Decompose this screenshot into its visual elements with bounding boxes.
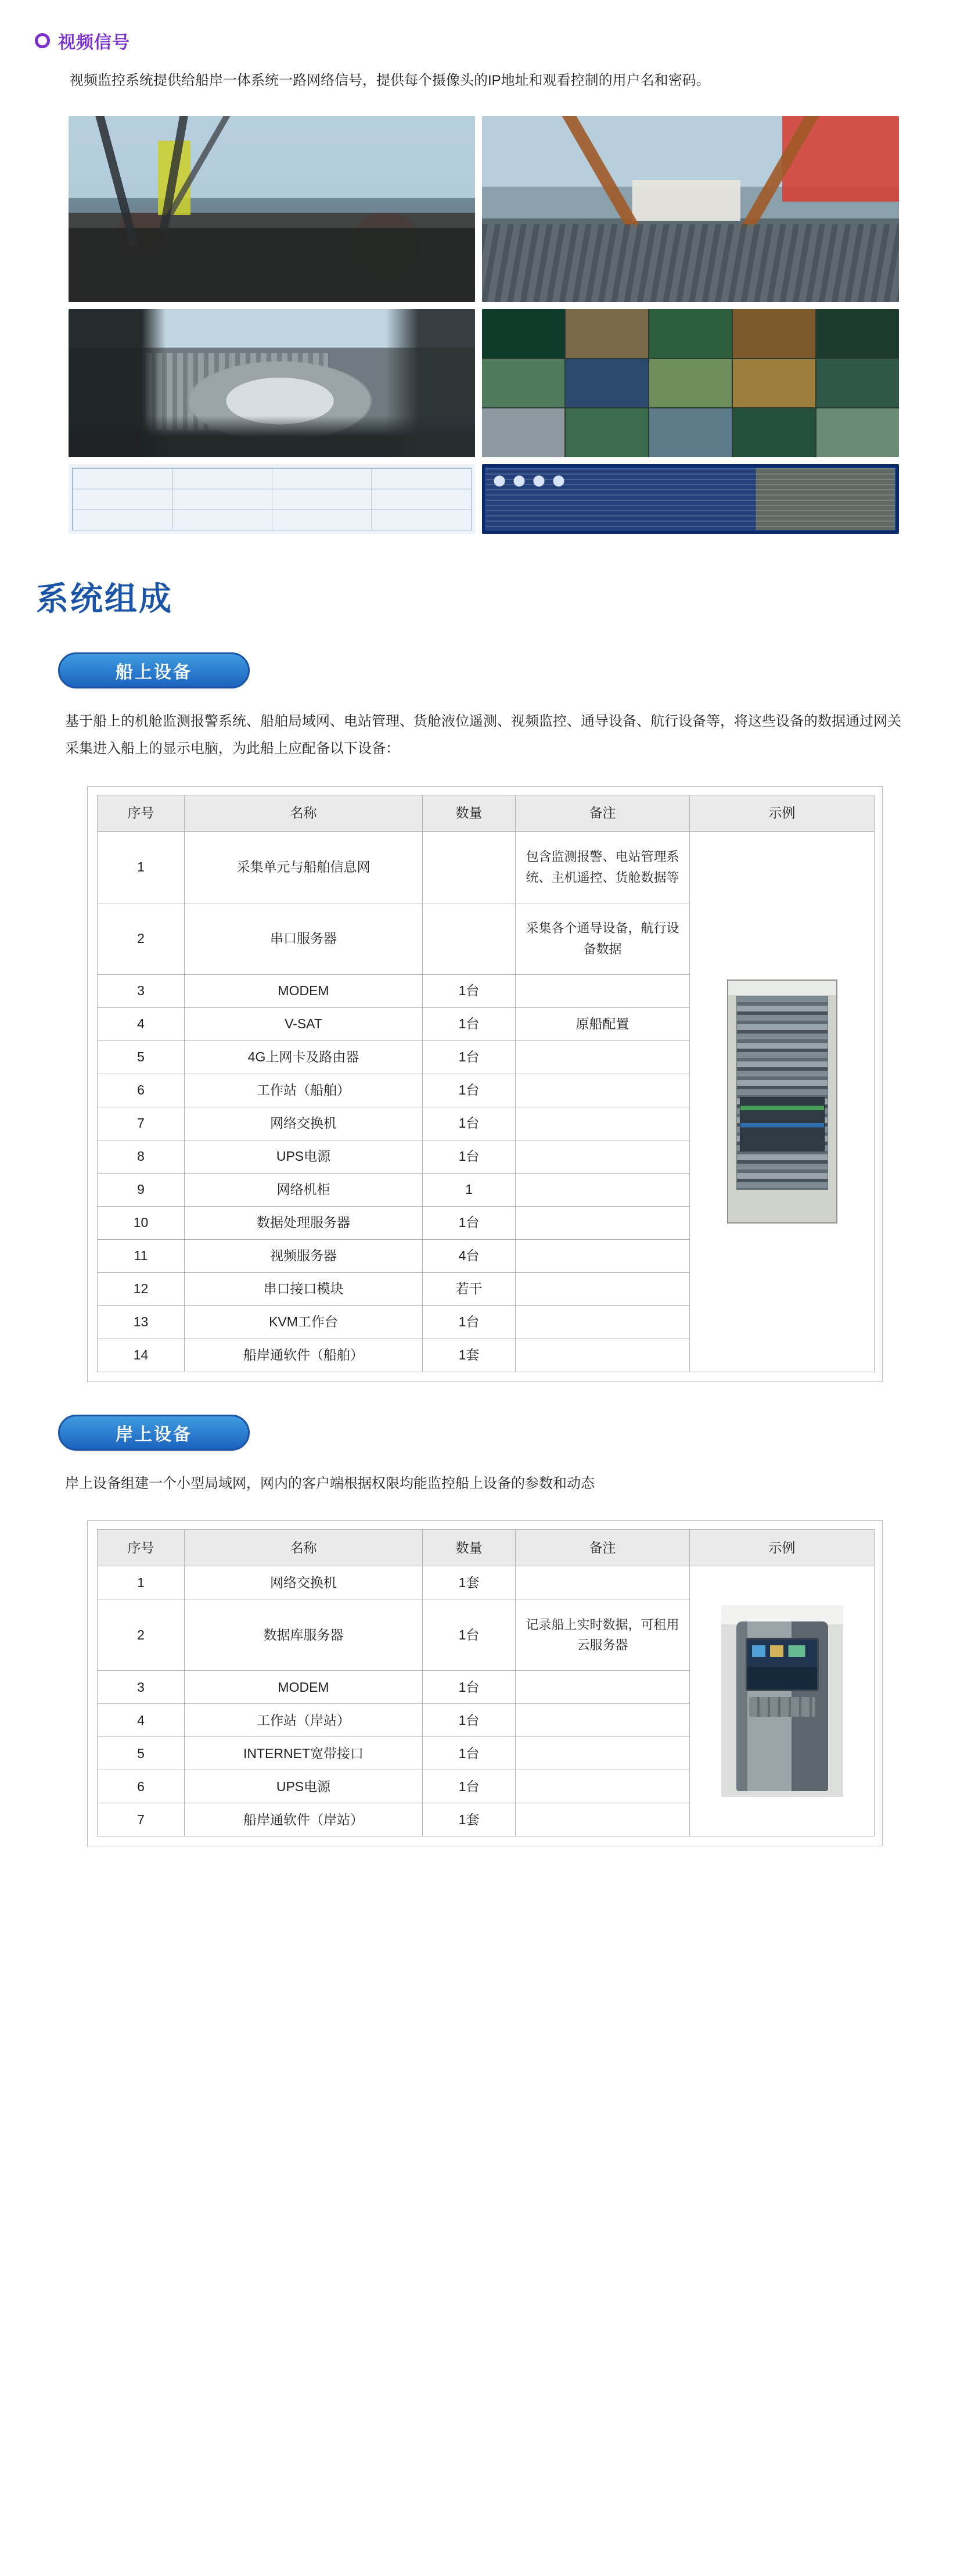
cell-no: 2 [98,903,185,974]
cell-name: V-SAT [185,1007,423,1041]
cell-note [516,1770,690,1803]
waveform-grid [72,468,472,530]
shore-equipment-table-wrap [87,1520,883,1846]
photo-collage [69,116,899,534]
a-frame-photo [482,116,899,302]
photo-caption [73,444,101,454]
cell-note [516,1671,690,1704]
photo-caption [73,521,115,530]
cell-qty: 1台 [423,974,516,1007]
cell-name: 视频服务器 [185,1239,423,1272]
column-header-qty: 数量 [423,795,516,831]
cell-qty [423,831,516,903]
cctv-cell [649,359,732,408]
cell-no: 3 [98,974,185,1007]
column-header-no: 序号 [98,1530,185,1566]
cctv-cell [649,408,732,457]
cell-no: 3 [98,1671,185,1704]
cell-qty [423,903,516,974]
cell-note [516,1737,690,1770]
cell-qty: 4台 [423,1239,516,1272]
shore-equipment-table [97,1529,875,1836]
cell-no: 6 [98,1074,185,1107]
cell-name: 数据库服务器 [185,1599,423,1671]
table-row [98,831,875,903]
cell-name: UPS电源 [185,1140,423,1173]
cell-name: MODEM [185,1671,423,1704]
cell-no: 12 [98,1272,185,1305]
cell-no: 4 [98,1704,185,1737]
cell-name: MODEM [185,974,423,1007]
shore-equipment-pill [58,1415,250,1451]
cctv-cell [566,408,648,457]
cctv-cell [482,309,564,358]
cell-no: 6 [98,1770,185,1803]
cell-note [516,1173,690,1206]
cell-name: 数据处理服务器 [185,1206,423,1239]
cell-name: 网络交换机 [185,1566,423,1599]
cell-demo-image [690,831,875,1372]
column-header-note: 备注 [516,1530,690,1566]
cctv-cell [566,309,648,358]
cell-qty: 1台 [423,1074,516,1107]
cell-name: 串口服务器 [185,903,423,974]
column-header-name: 名称 [185,1530,423,1566]
cctv-cell [733,359,815,408]
cell-name: 船岸通软件（船舶） [185,1339,423,1372]
cell-qty: 1台 [423,1140,516,1173]
column-header-no: 序号 [98,795,185,831]
cell-note [516,1239,690,1272]
cell-name: INTERNET宽带接口 [185,1737,423,1770]
cell-note: 记录船上实时数据，可租用云服务器 [516,1599,690,1671]
video-signal-heading [35,28,964,53]
page-title: 系统组成 [36,580,173,617]
deck-crane-photo [69,116,475,302]
cell-no: 14 [98,1339,185,1372]
cctv-grid [482,309,899,457]
cell-name: KVM工作台 [185,1305,423,1339]
table-row [98,1566,875,1599]
shore-equipment-paragraph: 岸上设备组建一个小型局域网，网内的客户端根据权限均能监控船上设备的参数和动态 [65,1475,595,1491]
cell-note [516,1305,690,1339]
cell-qty: 1台 [423,1599,516,1671]
cctv-cell [816,408,899,457]
cell-note: 采集各个通导设备，航行设备数据 [516,903,690,974]
cell-no: 5 [98,1737,185,1770]
cell-name: 工作站（船舶） [185,1074,423,1107]
kiosk-screen [746,1638,819,1691]
video-signal-paragraph: 视频监控系统提供给船岸一体系统一路网络信号，提供每个摄像头的IP地址和观看控制的用户名和密码。 [70,73,710,88]
scada-screen-photo [482,464,899,534]
cell-qty: 1台 [423,1704,516,1737]
shore-kiosk-photo [721,1605,843,1797]
kiosk-keypad [749,1697,815,1717]
cell-note: 原船配置 [516,1007,690,1041]
cell-qty: 1台 [423,1737,516,1770]
cell-name: 网络交换机 [185,1107,423,1140]
cell-note [516,1041,690,1074]
cell-qty: 1套 [423,1339,516,1372]
cell-qty: 1台 [423,1671,516,1704]
table-header-row [98,1530,875,1566]
cell-note [516,1339,690,1372]
cell-name: 串口接口模块 [185,1272,423,1305]
cell-no: 1 [98,831,185,903]
cell-qty: 1套 [423,1803,516,1836]
photo-caption [487,521,542,530]
ship-equipment-table-wrap [87,786,883,1382]
cell-qty: 1台 [423,1041,516,1074]
cell-no: 13 [98,1305,185,1339]
cctv-cell [816,309,899,358]
cell-name: 网络机柜 [185,1173,423,1206]
column-header-qty: 数量 [423,1530,516,1566]
cell-note: 包含监测报警、电站管理系统、主机遥控、货舱数据等 [516,831,690,903]
cctv-cell [649,309,732,358]
cctv-cell [816,359,899,408]
cell-name: 工作站（岸站） [185,1704,423,1737]
cell-name: 4G上网卡及路由器 [185,1041,423,1074]
cell-no: 1 [98,1566,185,1599]
cell-qty: 若干 [423,1272,516,1305]
cell-no: 5 [98,1041,185,1074]
cell-no: 9 [98,1173,185,1206]
cell-note [516,1566,690,1599]
cell-qty: 1台 [423,1305,516,1339]
cell-qty: 1台 [423,1007,516,1041]
cctv-cell [733,408,815,457]
cell-no: 11 [98,1239,185,1272]
cctv-mosaic-photo [482,309,899,457]
cell-qty: 1台 [423,1770,516,1803]
shore-equipment-label: 岸上设备 [116,1425,192,1444]
cell-qty: 1 [423,1173,516,1206]
cell-no: 7 [98,1107,185,1140]
cell-note [516,1074,690,1107]
cell-note [516,974,690,1007]
table-header-row [98,795,875,831]
cell-name: 船岸通软件（岸站） [185,1803,423,1836]
cell-note [516,1140,690,1173]
ship-equipment-label: 船上设备 [116,663,192,682]
cell-note [516,1206,690,1239]
bullet-ring-icon [35,33,50,48]
cctv-cell [566,359,648,408]
cell-note [516,1272,690,1305]
column-header-demo: 示例 [690,795,875,831]
cell-no: 7 [98,1803,185,1836]
ship-equipment-paragraph: 基于船上的机舱监测报警系统、船舶局域网、电站管理、货舱液位遥测、视频监控、通导设备、航行设备等，将这些设备的数据通过网关采集进入船上的显示电脑，为此船上应配备以下设备： [65,713,901,756]
photo-caption [487,289,526,299]
cell-qty: 1套 [423,1566,516,1599]
cell-no: 4 [98,1007,185,1041]
ship-equipment-table [97,795,875,1372]
winch-drum-photo [69,309,475,457]
waveform-screen-photo [69,464,475,534]
cell-name: UPS电源 [185,1770,423,1803]
column-header-note: 备注 [516,795,690,831]
column-header-demo: 示例 [690,1530,875,1566]
cell-note [516,1107,690,1140]
cctv-cell [482,359,564,408]
cell-no: 8 [98,1140,185,1173]
cell-no: 2 [98,1599,185,1671]
photo-caption [73,289,101,299]
ship-equipment-pill [58,652,250,688]
cell-note [516,1704,690,1737]
column-header-name: 名称 [185,795,423,831]
cell-demo-image [690,1566,875,1836]
cell-note [516,1803,690,1836]
cell-qty: 1台 [423,1107,516,1140]
photo-caption [487,444,542,454]
cell-qty: 1台 [423,1206,516,1239]
video-signal-title: 视频信号 [58,33,130,52]
cell-no: 10 [98,1206,185,1239]
cctv-cell [733,309,815,358]
cell-name: 采集单元与船舶信息网 [185,831,423,903]
server-rack-photo [727,980,837,1224]
document-page [0,28,964,2576]
